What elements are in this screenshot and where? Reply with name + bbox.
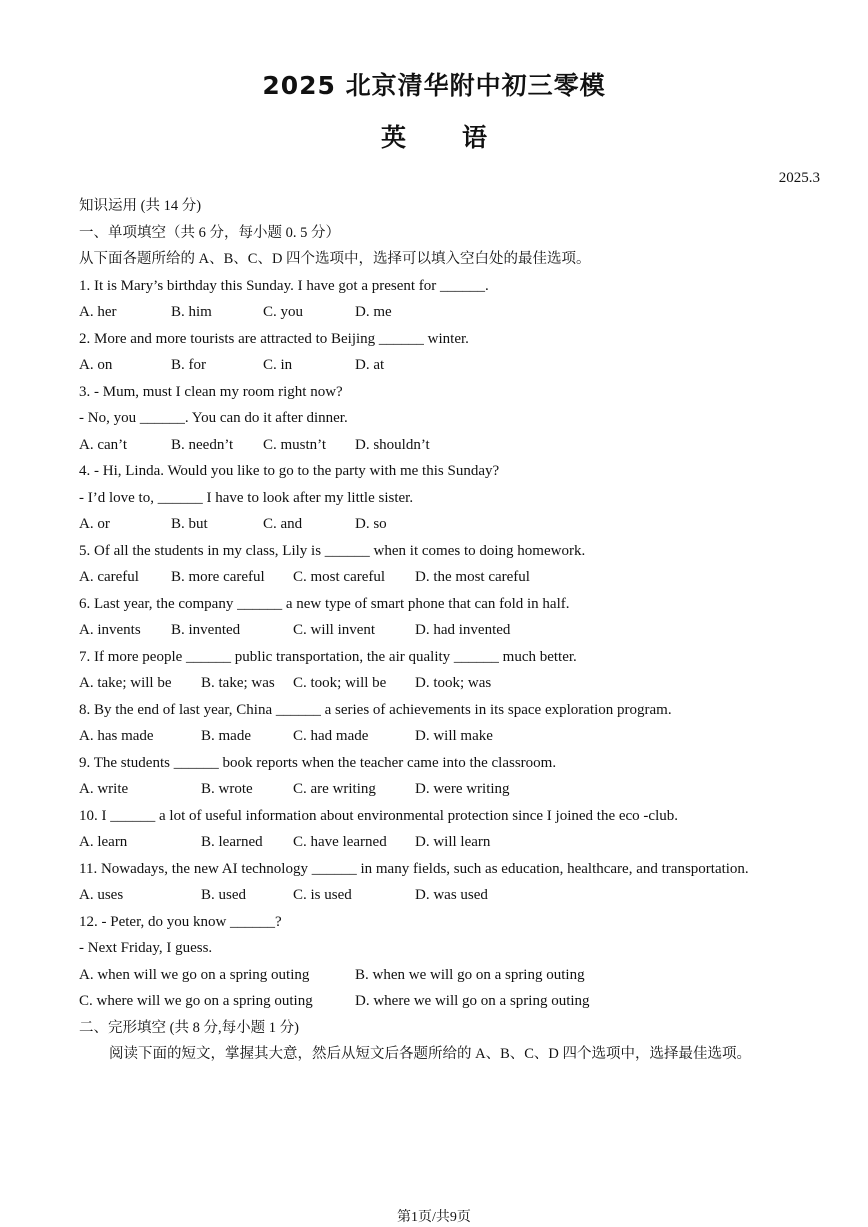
- option-a: A. invents: [79, 622, 141, 638]
- option-a: A. can’t: [79, 436, 128, 453]
- option-b: B. learned: [201, 834, 263, 850]
- option-a: A. take; will be: [79, 675, 172, 691]
- question-stem-reply: - No, you ______. You can do it after dinner.: [79, 410, 348, 426]
- question-stem: 10. I ______ a lot of useful information about environmental protection since I joined the eco -club.: [79, 807, 679, 824]
- option-b: B. made: [201, 728, 251, 744]
- question-5: [79, 538, 799, 591]
- question-stem: 7. If more people ______ public transportation, the air quality ______ much better.: [79, 648, 577, 665]
- option-c: C. where will we go on a spring outing: [79, 993, 313, 1009]
- question-stem: 2. More and more tourists are attracted to Beijing ______ winter.: [79, 330, 469, 347]
- question-stem: 4. - Hi, Linda. Would you like to go to the party with me this Sunday?: [79, 463, 500, 479]
- option-d: D. will make: [415, 728, 493, 744]
- page-number: 第1页/共9页: [397, 1210, 471, 1225]
- option-a: A. or: [79, 516, 110, 532]
- exam-content: [79, 193, 799, 1068]
- question-stem: 12. - Peter, do you know ______?: [79, 913, 282, 930]
- question-stem: 9. The students ______ book reports when the teacher came into the classroom.: [79, 754, 557, 771]
- question-options: [79, 670, 799, 697]
- question-options-row-1: [79, 962, 799, 989]
- option-c: C. will invent: [293, 622, 376, 638]
- part1-instructions: 从下面各题所给的 A、B、C、D 四个选项中，选择可以填入空白处的最佳选项。: [79, 251, 591, 267]
- option-d: D. so: [355, 516, 387, 532]
- question-7: [79, 644, 799, 697]
- option-b: B. for: [171, 357, 206, 373]
- question-options-row-2: [79, 988, 799, 1015]
- subject-title: 英语: [380, 123, 543, 152]
- question-stem-reply: - I’d love to, ______ I have to look after my little sister.: [79, 489, 414, 506]
- exam-title: 2025 北京清华附中初三零模: [262, 71, 606, 100]
- option-a: A. has made: [79, 728, 154, 744]
- option-c: C. are writing: [293, 781, 376, 797]
- question-options: [79, 776, 799, 803]
- question-options: [79, 511, 799, 538]
- question-stem-reply: - Next Friday, I guess.: [79, 940, 213, 956]
- question-11: [79, 856, 799, 909]
- option-b: B. take; was: [201, 675, 275, 691]
- question-options: [79, 617, 799, 644]
- option-c: C. and: [263, 516, 303, 532]
- option-a: A. uses: [79, 887, 124, 903]
- option-a: A. her: [79, 304, 117, 320]
- option-b: B. used: [201, 887, 246, 903]
- question-stem: 3. - Mum, must I clean my room right now?: [79, 383, 343, 400]
- option-d: D. had invented: [415, 622, 511, 638]
- option-d: D. took; was: [415, 675, 492, 691]
- question-options: [79, 829, 799, 856]
- question-stem: 11. Nowadays, the new AI technology ______ in many fields, such as education, healthcare, and transportation.: [79, 860, 749, 877]
- part2-heading: 二、完形填空 (共 8 分,每小题 1 分): [79, 1019, 299, 1036]
- option-a: A. when will we go on a spring outing: [79, 966, 310, 983]
- option-a: A. on: [79, 357, 113, 373]
- question-12: [79, 909, 799, 1015]
- option-b: B. invented: [171, 622, 241, 638]
- question-stem: 6. Last year, the company ______ a new type of smart phone that can fold in half.: [79, 595, 570, 612]
- option-a: A. learn: [79, 834, 128, 850]
- option-c: C. most careful: [293, 569, 386, 585]
- question-6: [79, 591, 799, 644]
- question-options: [79, 352, 799, 379]
- option-d: D. was used: [415, 887, 488, 903]
- question-options: [79, 432, 799, 459]
- question-stem: 8. By the end of last year, China ______ a series of achievements in its space exploration program.: [79, 701, 672, 718]
- question-options: [79, 564, 799, 591]
- option-d: D. were writing: [415, 781, 510, 797]
- question-8: [79, 697, 799, 750]
- question-4: [79, 458, 799, 538]
- option-d: D. will learn: [415, 834, 491, 850]
- option-b: B. when we will go on a spring outing: [355, 966, 585, 983]
- option-c: C. in: [263, 357, 293, 373]
- option-a: A. write: [79, 781, 129, 797]
- question-2: [79, 326, 799, 379]
- question-options: [79, 723, 799, 750]
- question-stem: 1. It is Mary’s birthday this Sunday. I have got a present for ______.: [79, 277, 489, 294]
- option-c: C. is used: [293, 887, 352, 903]
- question-9: [79, 750, 799, 803]
- option-b: B. but: [171, 516, 208, 532]
- option-b: B. more careful: [171, 569, 265, 585]
- option-d: D. the most careful: [415, 569, 530, 585]
- option-c: C. mustn’t: [263, 436, 327, 453]
- part1-heading: 一、单项填空（共 6 分，每小题 0. 5 分）: [79, 224, 340, 241]
- option-d: D. at: [355, 357, 385, 373]
- option-a: A. careful: [79, 569, 139, 585]
- question-10: [79, 803, 799, 856]
- question-1: [79, 273, 799, 326]
- question-options: [79, 882, 799, 909]
- option-d: D. shouldn’t: [355, 436, 430, 453]
- option-d: D. where we will go on a spring outing: [355, 993, 590, 1009]
- option-c: C. have learned: [293, 834, 387, 850]
- question-stem: 5. Of all the students in my class, Lily is ______ when it comes to doing homework.: [79, 542, 586, 559]
- option-c: C. took; will be: [293, 675, 387, 691]
- part2-instructions: 阅读下面的短文，掌握其大意，然后从短文后各题所给的 A、B、C、D 四个选项中，选择最佳选项。: [109, 1046, 752, 1062]
- question-options: [79, 299, 799, 326]
- option-d: D. me: [355, 304, 392, 320]
- option-c: C. had made: [293, 728, 369, 744]
- question-3: [79, 379, 799, 459]
- exam-date: 2025.3: [778, 170, 820, 186]
- section-heading: 知识运用 (共 14 分): [79, 198, 202, 214]
- option-b: B. him: [171, 304, 212, 320]
- option-b: B. needn’t: [171, 436, 234, 453]
- option-b: B. wrote: [201, 781, 253, 797]
- option-c: C. you: [263, 304, 304, 320]
